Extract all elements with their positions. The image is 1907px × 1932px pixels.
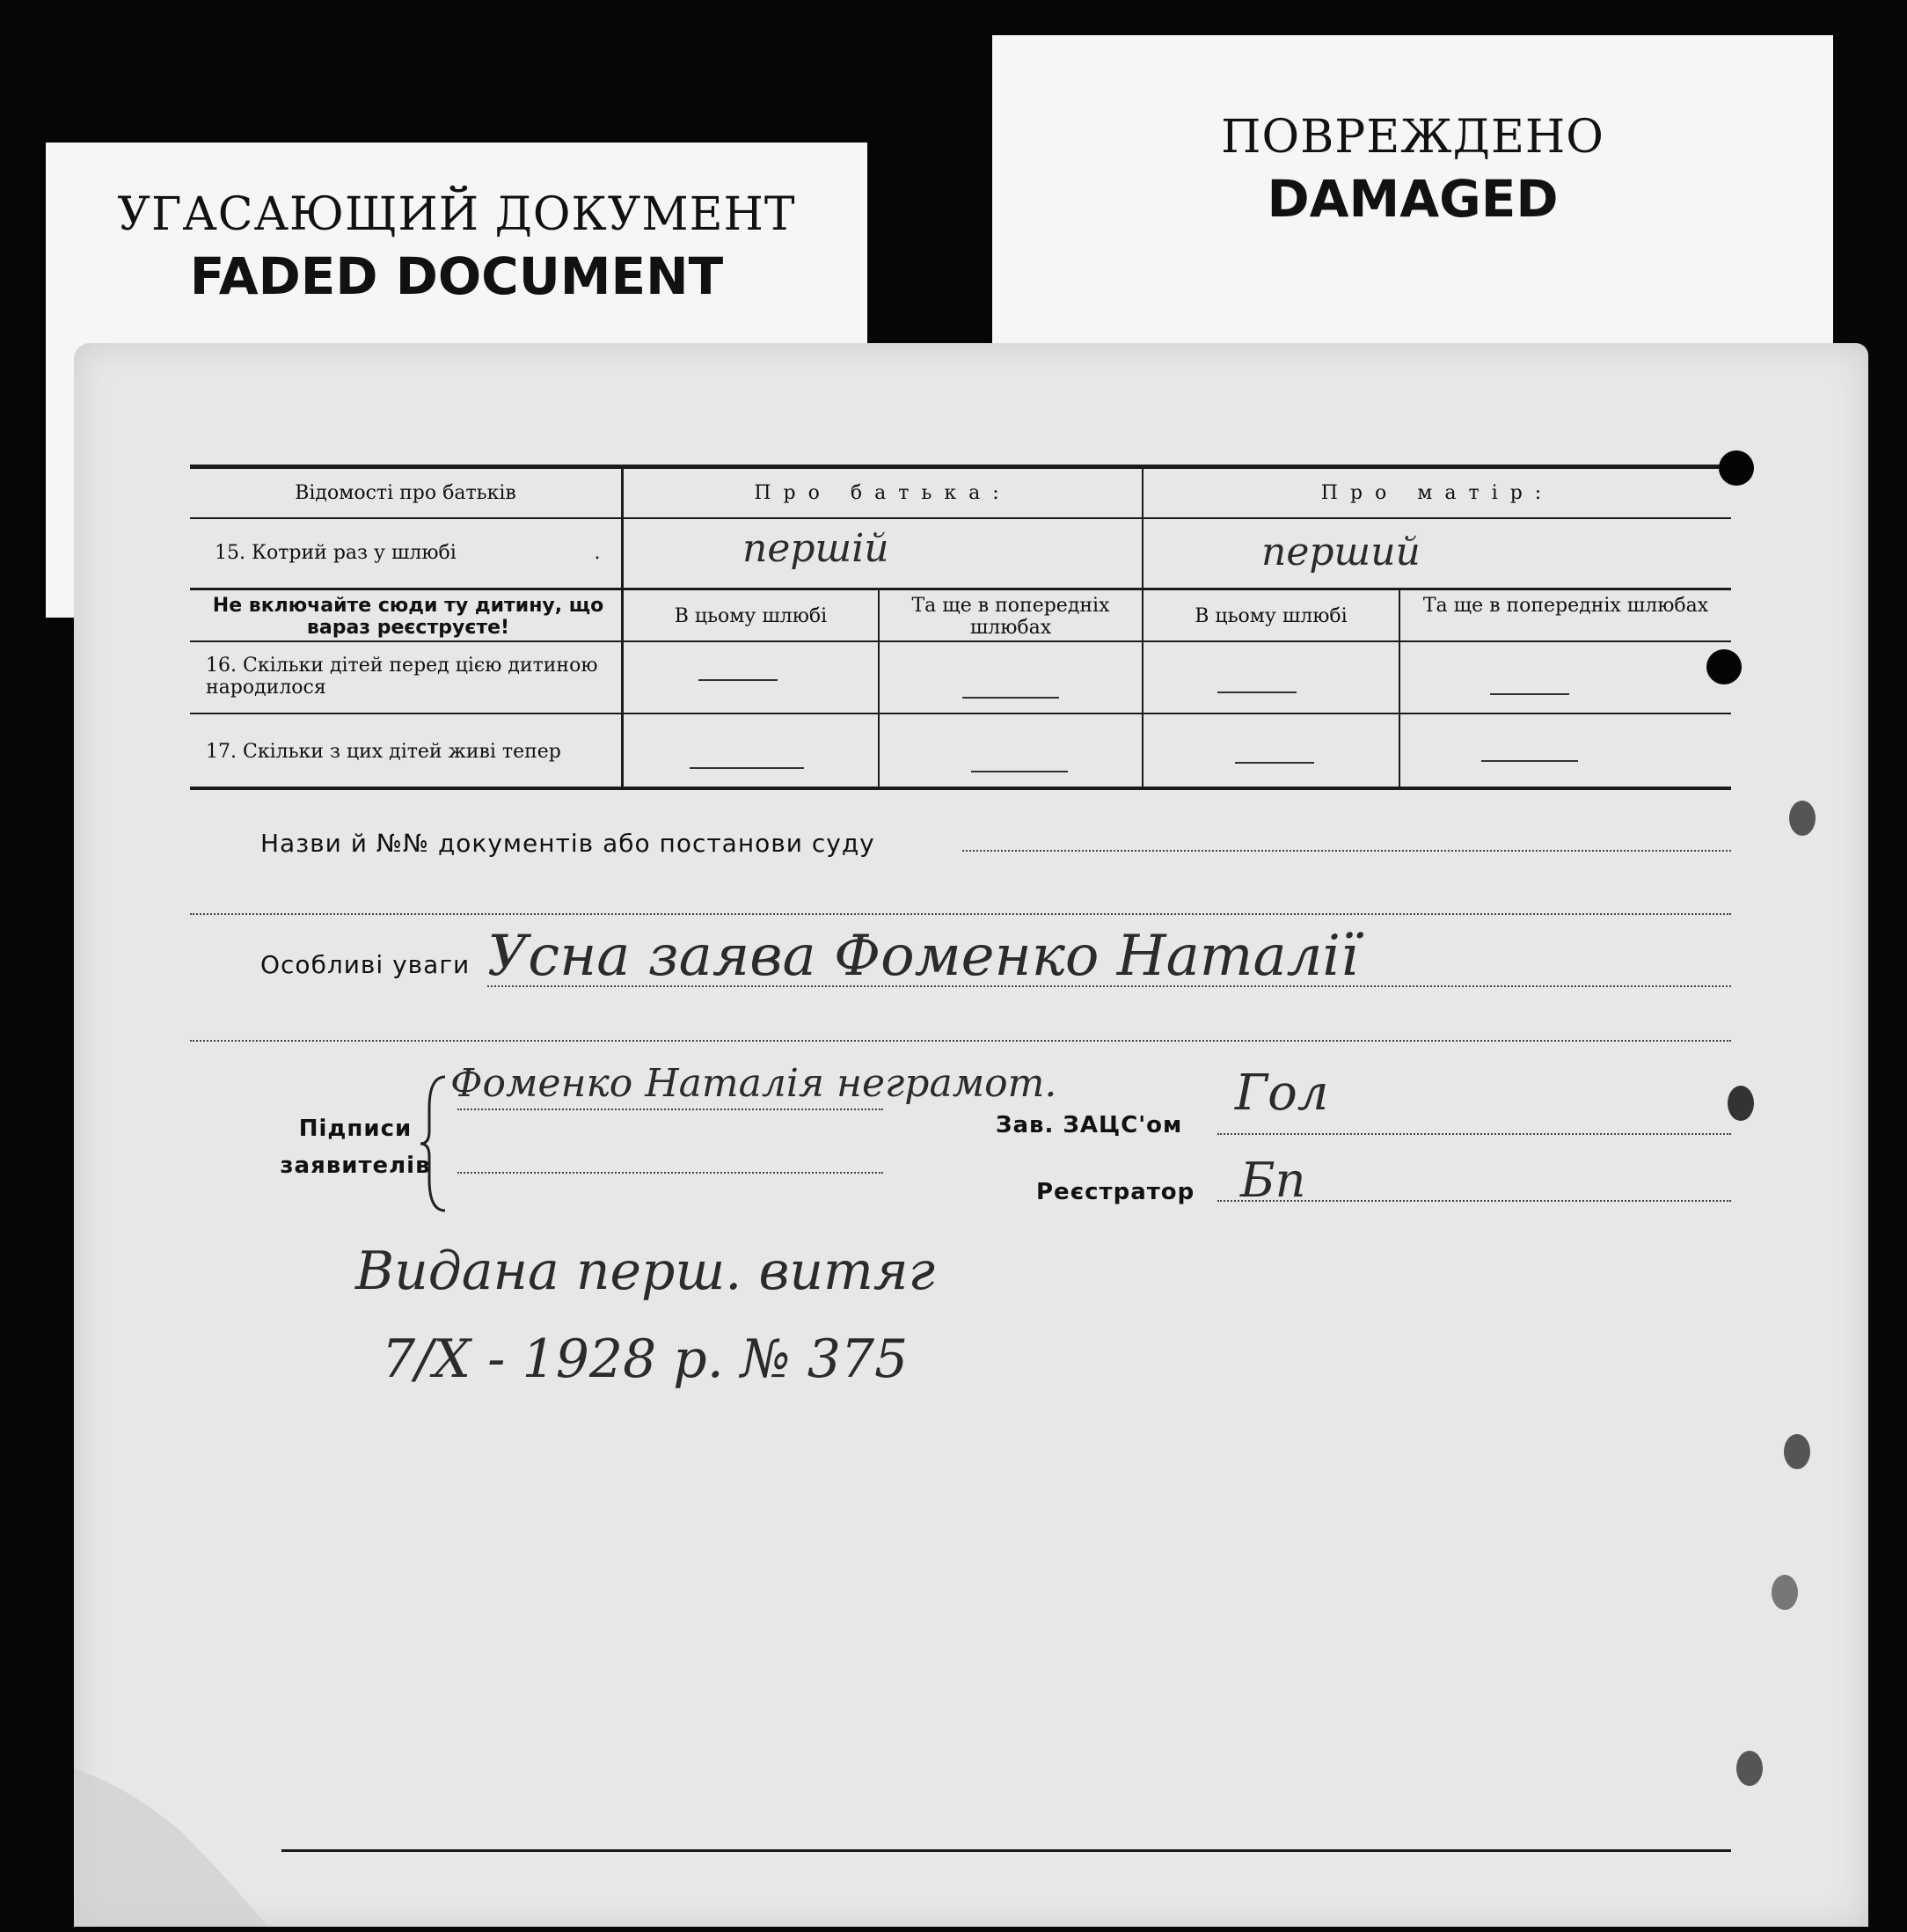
notes-line-1 [487, 985, 1731, 987]
punch-hole [1784, 1434, 1810, 1469]
applicant-line-1 [457, 1109, 883, 1110]
head-label: Зав. ЗАЦС'ом [996, 1112, 1183, 1138]
mother-header: Про матір: [1320, 482, 1554, 504]
table-bottom-rule [190, 787, 1731, 790]
notes-line-2 [190, 1040, 1731, 1042]
applicant-signature: Фоменко Наталія неграмот. [450, 1061, 1057, 1106]
punch-hole [1736, 1751, 1763, 1786]
row16-mother-prev-dash [1490, 693, 1569, 695]
applicant-line-2 [457, 1172, 883, 1174]
faded-label-en: FADED DOCUMENT [189, 246, 724, 306]
subheader-note: Не включайте сюди ту дитину, що вараз реєструєте! [212, 595, 604, 639]
documents-line-1 [962, 850, 1731, 852]
brace-icon [417, 1073, 452, 1214]
punch-hole [1772, 1575, 1798, 1610]
father-this-marriage: В цьому шлюбі [674, 605, 828, 627]
notes-value: Усна заява Фоменко Наталії [487, 924, 1359, 989]
punch-hole [1706, 649, 1742, 684]
row17-mother-prev-dash [1481, 760, 1578, 762]
row17-father-this-dash [690, 767, 804, 769]
document-page [74, 343, 1868, 1927]
issued-note-line1: Видана перш. витяг [355, 1240, 935, 1302]
punch-hole [1728, 1086, 1754, 1121]
header-label: Відомості про батьків [295, 482, 516, 504]
registrar-signature: Бп [1240, 1153, 1306, 1208]
row17-label: 17. Скільки з цих дітей живі тепер [206, 741, 561, 763]
father-header: Про батька: [754, 482, 1012, 504]
table-rule-2 [190, 588, 1731, 590]
table-rule-3 [190, 640, 1731, 642]
damaged-label-en: DAMAGED [1267, 169, 1559, 229]
notes-label: Особливі уваги [260, 950, 471, 979]
table-top-rule [190, 465, 1731, 469]
row16-mother-this-dash [1217, 692, 1297, 693]
head-signature: Гол [1235, 1065, 1329, 1122]
table-rule-4 [190, 713, 1731, 714]
punch-hole [1719, 450, 1754, 486]
row15-father-value: першій [742, 526, 889, 571]
issued-note-line2: 7/X - 1928 р. № 375 [382, 1328, 909, 1390]
damaged-label-ru: ПОВРЕЖДЕНО [1221, 111, 1604, 164]
row16-father-this-dash [698, 679, 778, 681]
mother-prev-marriages: Та ще в попередніх шлюбах [1422, 595, 1709, 617]
registrar-label: Реєстратор [1036, 1179, 1195, 1205]
row17-mother-this-dash [1235, 762, 1314, 764]
col-rule-mother [1142, 469, 1143, 789]
father-prev-marriages: Та ще в попередніх шлюбах [911, 595, 1110, 639]
documents-label: Назви й №№ документів або постанови суду [260, 829, 875, 858]
bottom-rule [281, 1849, 1731, 1852]
faded-label-ru: УГАСАЮЩИЙ ДОКУМЕНТ [117, 188, 796, 241]
mother-this-marriage: В цьому шлюбі [1195, 605, 1348, 627]
damaged-corner [74, 1751, 320, 1927]
row16-label: 16. Скільки дітей перед цією дитиною народилося [206, 655, 598, 699]
row16-father-prev-dash [962, 697, 1059, 699]
documents-line-2 [190, 913, 1731, 915]
applicants-label: Підписи заявителів [280, 1116, 431, 1179]
col-rule-mother-sub [1399, 589, 1400, 789]
table-rule-1 [190, 517, 1731, 519]
row17-father-prev-dash [971, 771, 1068, 772]
punch-hole [1789, 801, 1816, 836]
registrar-line [1217, 1200, 1731, 1202]
row15-label: 15. Котрий раз у шлюбі [215, 542, 457, 564]
row15-mother-value: перший [1261, 530, 1421, 574]
row15-dot: . [594, 542, 601, 564]
head-line [1217, 1133, 1731, 1135]
